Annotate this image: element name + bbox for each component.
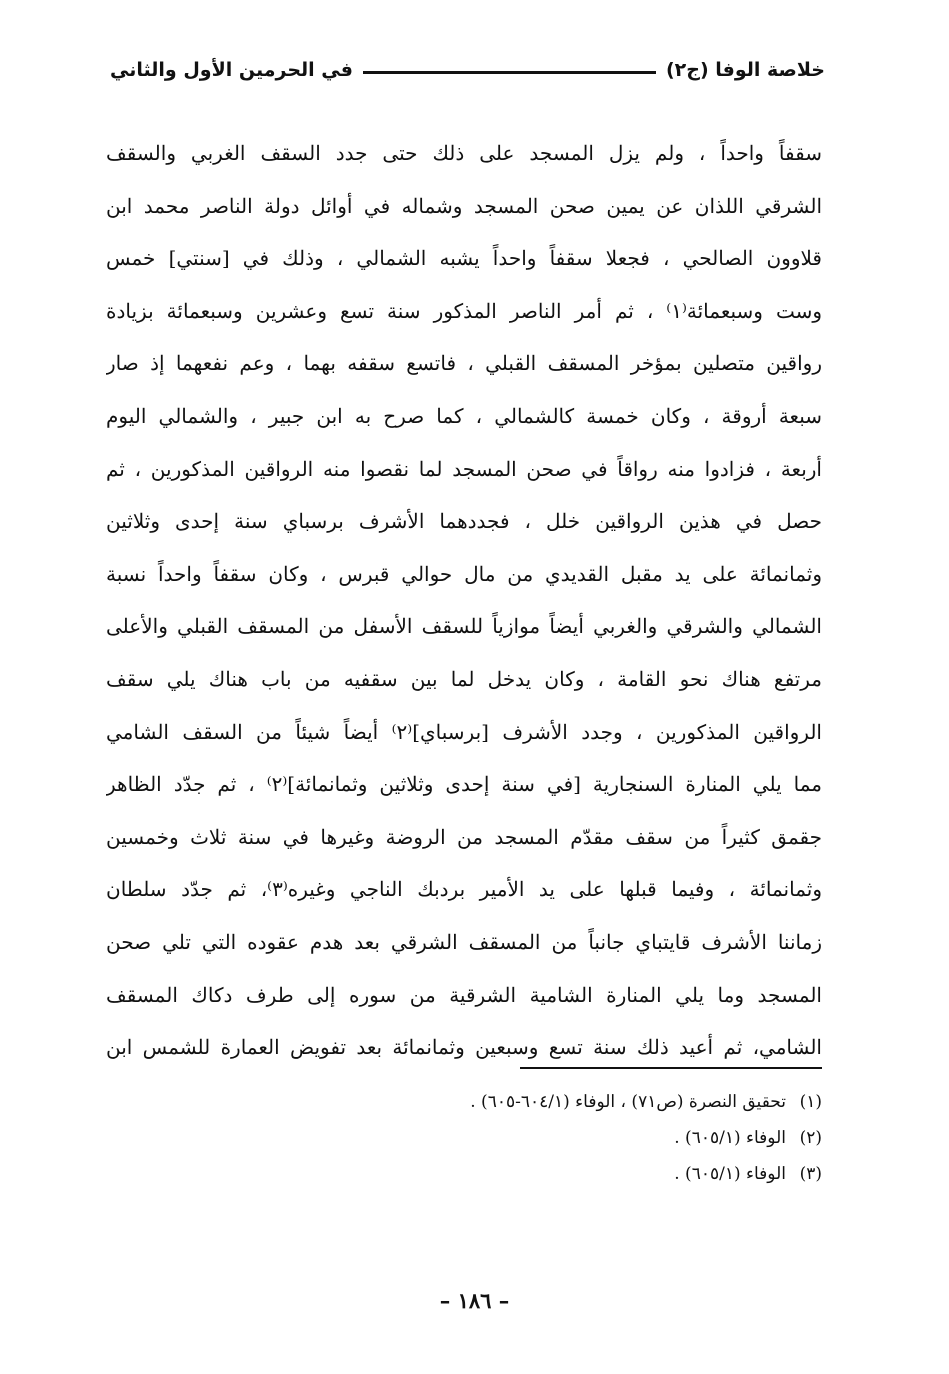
text-line: قلاوون الصالحي ، فجعلا سقفاً واحداً يشبه الشمالي ، وذلك في [سنتي] خمس [106, 246, 822, 271]
text-line: مرتفع هناك نحو القامة ، وكان يدخل لما بين سقفيه من باب هناك يلي سقف [106, 666, 822, 691]
footnotes [300, 1084, 822, 1192]
footnote [300, 1120, 822, 1156]
header-book-title: خلاصة الوفا (ج٢) [665, 59, 825, 81]
footnote-text: تحقيق النصرة (ص٧١) ، الوفاء (٦٠٤/١-٦٠٥) . [470, 1092, 786, 1112]
text-line: الرواقين المذكورين ، وجدد الأشرف [برسباي]⁽٢⁾ أيضاً شيئاً من السقف الشامي [106, 719, 822, 744]
text-line: الشامي، ثم أعيد ذلك سنة تسع وسبعين وثمانمائة بعد تفويض العمارة للشمس ابن [106, 1035, 822, 1060]
running-header [110, 52, 825, 88]
footnote-number: (١) [799, 1092, 822, 1112]
text-line: زماننا الأشرف قايتباي جانباً من المسقف الشرقي بعد هدم عقوده التي تلي صحن [106, 929, 822, 954]
text-line: وثمانمائة ، وفيما قبلها على يد الأمير بردبك الناجي وغيره⁽٣⁾، ثم جدّد سلطان [106, 877, 822, 902]
footnote-text: الوفاء (٦٠٥/١) . [674, 1164, 786, 1184]
text-line: سقفاً واحداً ، ولم يزل المسجد على ذلك حتى جدد السقف الغربي والسقف [106, 141, 822, 165]
text-line: الشمالي والشرقي والغربي أيضاً موازياً للسقف الأسفل من المسقف القبلي والأعلى [106, 614, 822, 639]
text-line: المسجد وما يلي المنارة الشامية الشرقية من سوره إلى طرف دكاك المسقف [106, 982, 822, 1007]
page-number: – ١٨٦ – [439, 1288, 510, 1313]
footnote-separator [520, 1067, 822, 1069]
header-rule [363, 71, 656, 74]
text-line: مما يلي المنارة السنجارية [في سنة إحدى وثلاثين وثمانمائة]⁽٢⁾ ، ثم جدّد الظاهر [106, 772, 822, 797]
footnote [300, 1084, 822, 1120]
text-line: رواقين متصلين بمؤخر المسقف القبلي ، فاتسع سقفه بهما ، وعم نفعهما إذ صار [106, 351, 822, 376]
text-line: حصل في هذين الرواقين خلل ، فجددهما الأشرف برسباي سنة إحدى وثلاثين [106, 509, 822, 534]
main-text [106, 127, 822, 1074]
footnote [300, 1156, 822, 1192]
text-line: جقمق كثيراً من سقف مقدّم المسجد من الروضة وغيرها في سنة ثلاث وخمسين [106, 824, 822, 849]
text-line: سبعة أروقة ، وكان خمسة كالشمالي ، كما صرح به ابن جبير ، والشمالي اليوم [106, 403, 822, 428]
text-line: وست وسبعمائة⁽١⁾ ، ثم أمر الناصر المذكور سنة تسع وعشرين وسبعمائة بزيادة [106, 298, 822, 323]
text-line: أربعة ، فزادوا منه رواقاً في صحن المسجد لما نقصوا منه الرواقين المذكورين ، ثم [106, 456, 822, 481]
text-line: وثمانمائة على يد مقبل القديدي من مال حوالي قبرس ، وكان سقفاً واحداً نسبة [106, 561, 822, 586]
text-line: الشرقي اللذان عن يمين صحن المسجد وشماله في أوائل دولة الناصر محمد ابن [106, 193, 822, 218]
footnote-text: الوفاء (٦٠٥/١) . [674, 1128, 786, 1148]
footnote-number: (٣) [799, 1164, 822, 1184]
header-subtitle: في الحرمين الأول والثاني [110, 59, 353, 81]
footnote-number: (٢) [799, 1128, 822, 1148]
